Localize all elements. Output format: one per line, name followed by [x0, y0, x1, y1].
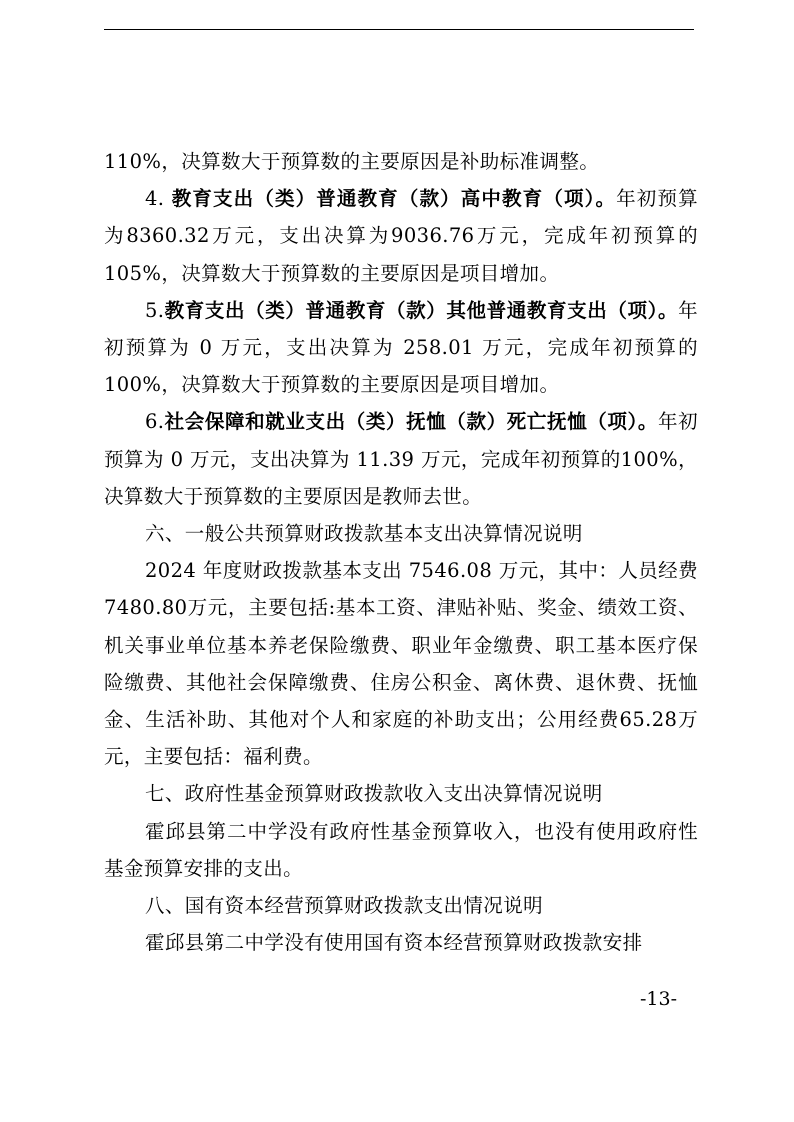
item-6-paragraph: [104, 403, 698, 515]
section-8-heading: 八、国有资本经营预算财政拨款支出情况说明: [145, 894, 544, 918]
item-4-heading: 教育支出（类）普通教育（款）高中教育（项）。: [171, 187, 617, 211]
item-4-paragraph: [104, 180, 698, 292]
item-6-body: 年初预算为 0 万元，支出决算为 11.39 万元，完成年初预算的100%，决算数大于预算数的主要原因是教师去世。: [104, 410, 698, 508]
section-6-paragraph: 2024 年度财政拨款基本支出 7546.08 万元，其中：人员经费7480.80万元，主要包括:基本工资、津贴补贴、奖金、绩效工资、机关事业单位基本养老保险缴费、职业年金缴费、职工基本医疗保险缴费、其他社会保障缴费、住房公积金、离休费、退休费、抚恤金、生活补助、其他对个人和家庭的补助支出；公用经费65.28万元，主要包括：福利费。: [104, 559, 698, 769]
item-5-body: 年初预算为 0 万元，支出决算为 258.01 万元，完成年初预算的100%，决算数大于预算数的主要原因是项目增加。: [104, 298, 698, 397]
item-6-number: 6.: [145, 410, 165, 434]
item-5-heading: 教育支出（类）普通教育（款）其他普通教育支出（项）。: [164, 298, 679, 322]
paragraph-continuation: 110%，决算数大于预算数的主要原因是补助标准调整。: [104, 150, 600, 173]
section-6-heading: 六、一般公共预算财政拨款基本支出决算情况说明: [145, 522, 583, 546]
header-rule: [104, 29, 694, 30]
item-4-number: 4.: [145, 187, 172, 211]
document-body: [104, 143, 698, 961]
item-4-body: 年初预算为8360.32万元，支出决算为9036.76万元，完成年初预算的105%，决算数大于预算数的主要原因是项目增加。: [104, 187, 698, 285]
section-8-paragraph: 霍邱县第二中学没有使用国有资本经营预算财政拨款安排: [145, 931, 643, 955]
item-5-paragraph: [104, 292, 698, 404]
page-number: -13-: [640, 988, 678, 1010]
item-6-heading: 社会保障和就业支出（类）抚恤（款）死亡抚恤（项）。: [164, 410, 658, 434]
item-5-number: 5.: [145, 298, 165, 322]
section-7-paragraph: 霍邱县第二中学没有政府性基金预算收入，也没有使用政府性基金预算安排的支出。: [104, 819, 698, 880]
section-7-heading: 七、政府性基金预算财政拨款收入支出决算情况说明: [145, 782, 603, 806]
